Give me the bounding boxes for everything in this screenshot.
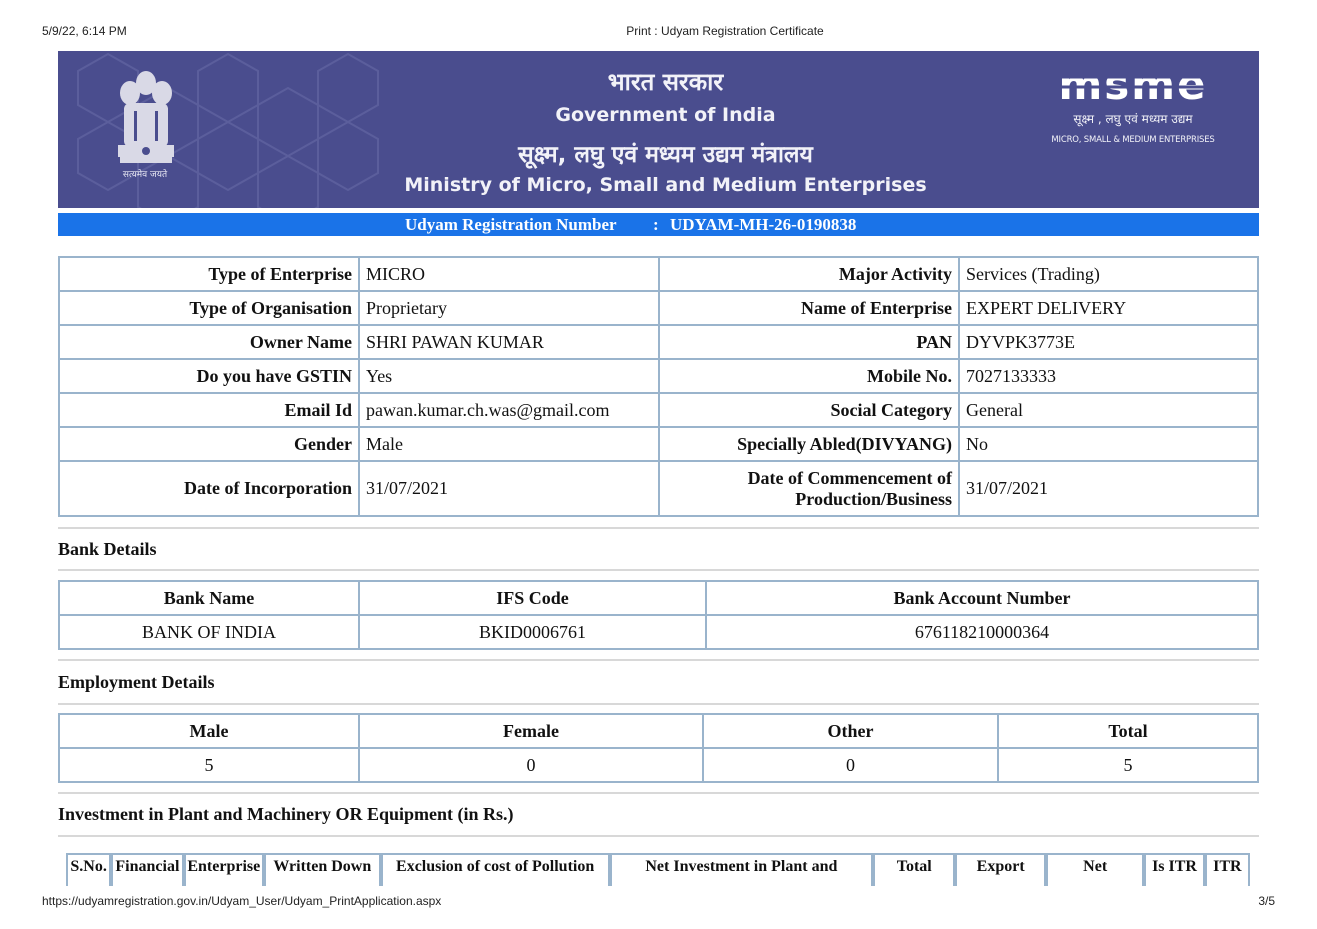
ministry-banner	[58, 51, 1259, 208]
detail-value: No	[959, 427, 1258, 461]
account-number-cell: 676118210000364	[706, 615, 1258, 649]
emblem-motto: सत्यमेव जयते	[122, 170, 168, 180]
table-row	[59, 291, 1258, 325]
banner-english-title: Government of India	[555, 104, 776, 126]
detail-key: Social Category	[659, 393, 959, 427]
employment-details-table	[58, 713, 1259, 783]
detail-value: Proprietary	[359, 291, 659, 325]
divider	[58, 835, 1259, 837]
column-header: Bank Account Number	[706, 581, 1258, 615]
employment-cell: 0	[703, 748, 998, 782]
print-page-number: 3/5	[1258, 894, 1275, 908]
detail-key: PAN	[659, 325, 959, 359]
column-header: Exclusion of cost of Pollution	[381, 853, 610, 886]
detail-value: SHRI PAWAN KUMAR	[359, 325, 659, 359]
print-header	[0, 24, 1317, 40]
banner-ministry-hindi: सूक्ष्म, लघु एवं मध्यम उद्यम मंत्रालय	[518, 142, 813, 168]
detail-key: Major Activity	[659, 257, 959, 291]
table-row	[59, 359, 1258, 393]
column-header: Male	[59, 714, 359, 748]
column-header: Total	[873, 853, 955, 886]
detail-key: Specially Abled(DIVYANG)	[659, 427, 959, 461]
registration-number-bar	[58, 213, 1259, 236]
detail-value: DYVPK3773E	[959, 325, 1258, 359]
column-header: Other	[703, 714, 998, 748]
column-header: Net	[1046, 853, 1144, 886]
registration-number: UDYAM-MH-26-0190838	[670, 215, 857, 234]
divider	[58, 792, 1259, 794]
detail-key: Date of Incorporation	[59, 461, 359, 516]
detail-key: Name of Enterprise	[659, 291, 959, 325]
banner-ministry-english: Ministry of Micro, Small and Medium Enterprises	[404, 174, 927, 196]
print-url: https://udyamregistration.gov.in/Udyam_User/Udyam_PrintApplication.aspx	[42, 894, 442, 908]
column-header: Net Investment in Plant and	[610, 853, 873, 886]
detail-key: Gender	[59, 427, 359, 461]
column-header: Financial	[111, 853, 183, 886]
table-row	[59, 427, 1258, 461]
column-header: Enterprise	[184, 853, 264, 886]
column-header: Written Down	[264, 853, 381, 886]
detail-key: Owner Name	[59, 325, 359, 359]
investment-table-clip	[58, 850, 1259, 886]
column-header: Export	[955, 853, 1045, 886]
print-datetime: 5/9/22, 6:14 PM	[42, 24, 127, 38]
detail-value: 31/07/2021	[359, 461, 659, 516]
table-header-row	[66, 853, 1250, 886]
column-header: Total	[998, 714, 1258, 748]
table-row	[59, 748, 1258, 782]
registration-separator: :	[653, 215, 659, 234]
employment-cell: 5	[59, 748, 359, 782]
detail-value: 31/07/2021	[959, 461, 1258, 516]
detail-key: Type of Enterprise	[59, 257, 359, 291]
column-header: IFS Code	[359, 581, 706, 615]
table-row	[59, 615, 1258, 649]
employment-details-title: Employment Details	[58, 672, 215, 692]
detail-value: General	[959, 393, 1258, 427]
detail-value: Yes	[359, 359, 659, 393]
print-footer	[0, 894, 1317, 910]
enterprise-details-table	[58, 256, 1259, 517]
print-title: Print : Udyam Registration Certificate	[626, 24, 824, 38]
detail-key: Type of Organisation	[59, 291, 359, 325]
column-header: Bank Name	[59, 581, 359, 615]
table-row	[59, 325, 1258, 359]
divider	[58, 569, 1259, 571]
table-row	[59, 257, 1258, 291]
detail-key: Do you have GSTIN	[59, 359, 359, 393]
detail-key-line: Date of Commencement of	[747, 467, 952, 488]
divider	[58, 659, 1259, 661]
detail-value: 7027133333	[959, 359, 1258, 393]
column-header: S.No.	[66, 853, 111, 886]
table-row	[59, 461, 1258, 516]
msme-logo	[1043, 65, 1223, 103]
msme-logo-text: msme	[1058, 65, 1208, 103]
detail-value: Services (Trading)	[959, 257, 1258, 291]
detail-key: Mobile No.	[659, 359, 959, 393]
msme-logo-hindi: सूक्ष्म , लघु एवं मध्यम उद्यम	[1073, 112, 1193, 126]
detail-value: pawan.kumar.ch.was@gmail.com	[359, 393, 659, 427]
detail-value: MICRO	[359, 257, 659, 291]
table-header-row	[59, 581, 1258, 615]
detail-value: EXPERT DELIVERY	[959, 291, 1258, 325]
divider	[58, 527, 1259, 529]
registration-label: Udyam Registration Number	[405, 215, 617, 234]
banner-hindi-title: भारत सरकार	[607, 68, 724, 96]
employment-cell: 0	[359, 748, 703, 782]
bank-name-cell: BANK OF INDIA	[59, 615, 359, 649]
bank-details-title: Bank Details	[58, 539, 157, 559]
investment-title: Investment in Plant and Machinery OR Equipment (in Rs.)	[58, 804, 514, 824]
detail-key: Email Id	[59, 393, 359, 427]
column-header: ITR	[1205, 853, 1250, 886]
ifs-code-cell: BKID0006761	[359, 615, 706, 649]
table-header-row	[59, 714, 1258, 748]
column-header: Female	[359, 714, 703, 748]
column-header: Is ITR	[1144, 853, 1204, 886]
detail-value: Male	[359, 427, 659, 461]
divider	[58, 703, 1259, 705]
investment-table	[66, 853, 1250, 886]
table-row	[59, 393, 1258, 427]
detail-key-line: Production/Business	[795, 488, 952, 509]
detail-key	[659, 461, 959, 516]
msme-logo-english: MICRO, SMALL & MEDIUM ENTERPRISES	[1051, 135, 1215, 145]
bank-details-table	[58, 580, 1259, 650]
employment-cell: 5	[998, 748, 1258, 782]
